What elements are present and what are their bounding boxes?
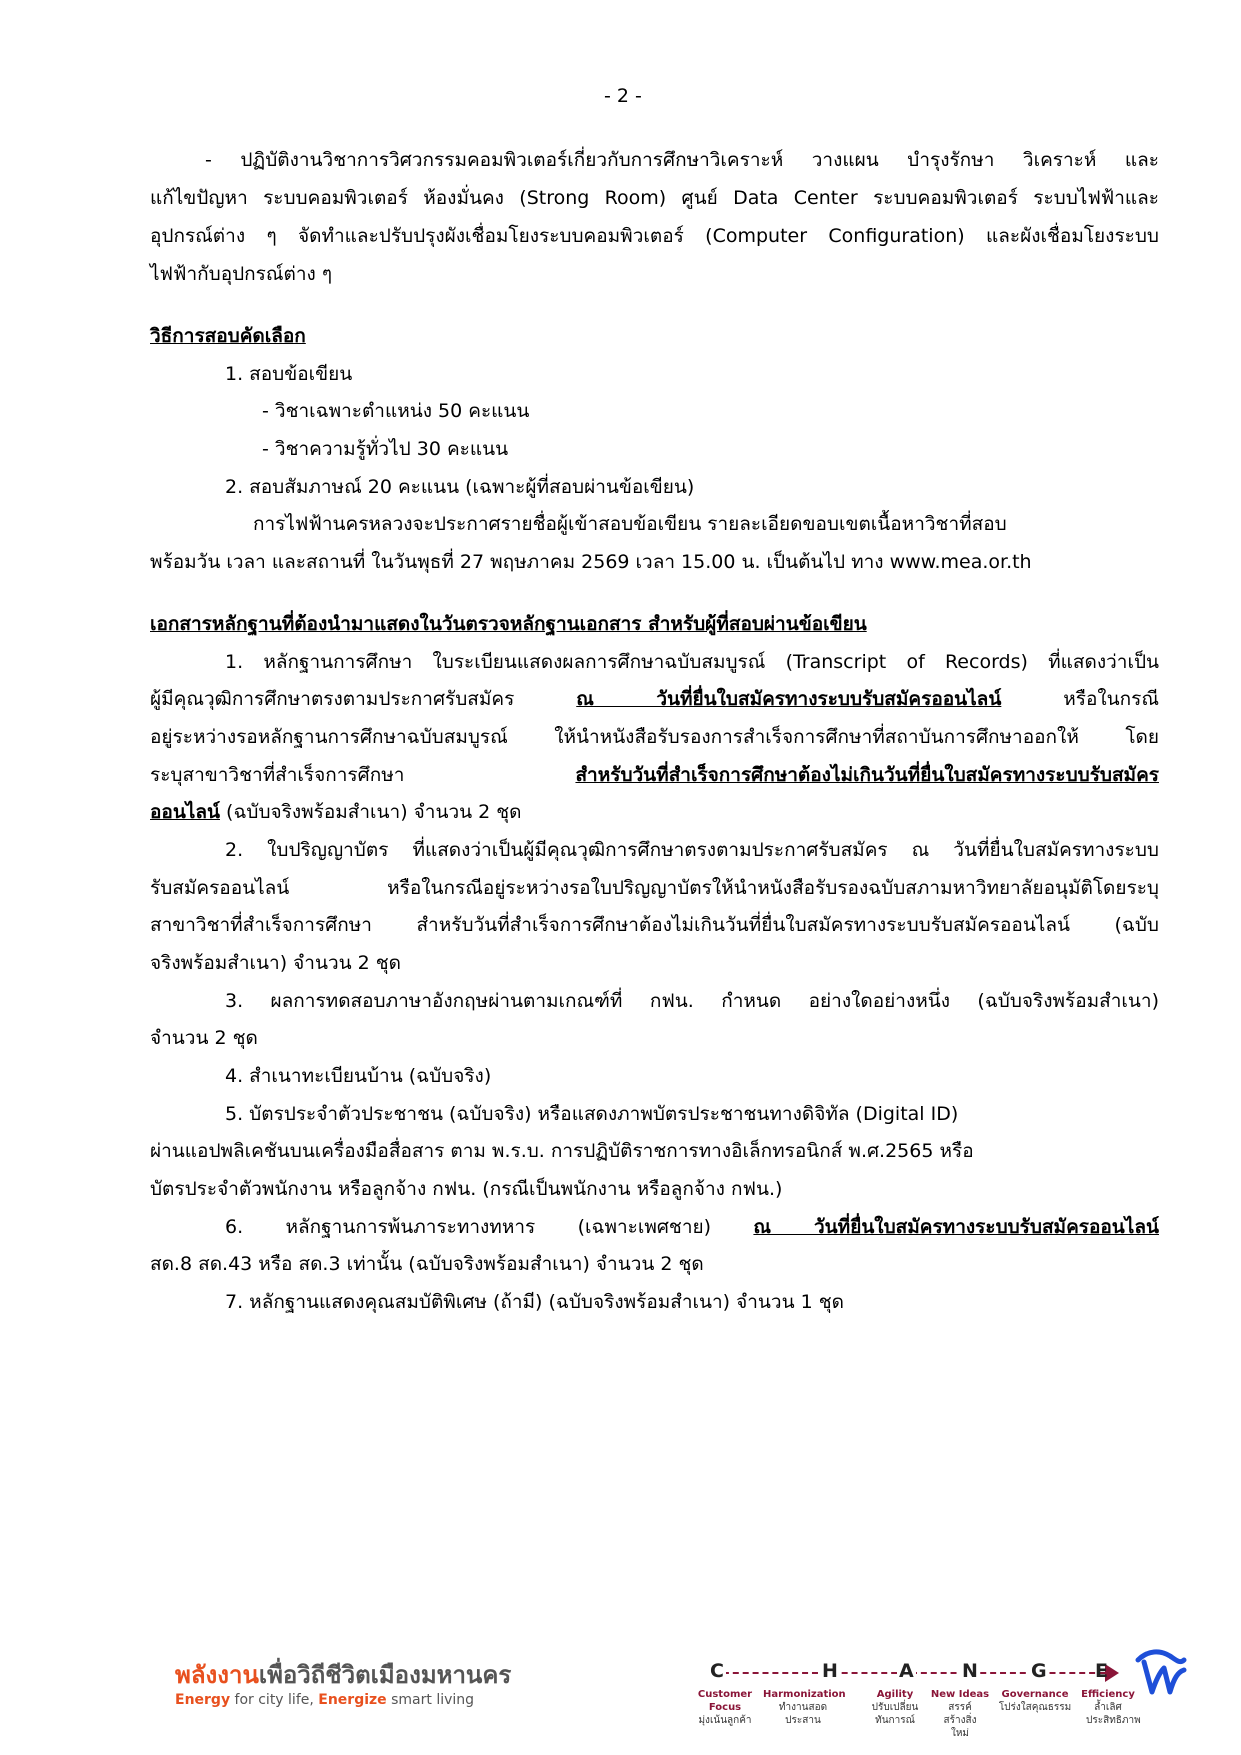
intro-line-3: อุปกรณ์ต่าง ๆ จัดทำและปรับปรุงผังเชื่อมโยงระบบคอมพิวเตอร์ (Computer Configuration) และผังเชื่อมโยงระบบ (150, 225, 1159, 247)
change-value-th: มุ่งเน้นลูกค้า (698, 1715, 752, 1726)
change-value-th: ล้ำเลิศประสิทธิภาพ (1086, 1702, 1141, 1726)
intro-line-1: - ปฏิบัติงานวิชาการวิศวกรรมคอมพิวเตอร์เกี่ยวกับการศึกษาวิเคราะห์ วางแผน บำรุงรักษา วิเคราะห์ และ (205, 149, 1159, 171)
slogan-en-text: for city life, (230, 1692, 319, 1708)
change-value-en: Agility (876, 1689, 914, 1700)
change-value-en: Customer Focus (697, 1689, 753, 1713)
change-letter-e: E (1095, 1660, 1108, 1682)
doc1-emphasis: สำหรับวันที่สำเร็จการศึกษาต้องไม่เกินวันที่ยื่นใบสมัครทางระบบรับสมัคร (575, 764, 1159, 786)
change-value-governance (995, 1688, 1075, 1714)
doc2-line-4: จริงพร้อมสำเนา) จำนวน 2 ชุด (150, 952, 401, 974)
selection-announce-2: พร้อมวัน เวลา และสถานที่ ในวันพุธที่ 27 พฤษภาคม 2569 เวลา 15.00 น. เป็นต้นไป ทาง www.mea.or.th (150, 551, 1032, 573)
intro-line-4: ไฟฟ้ากับอุปกรณ์ต่าง ๆ (150, 263, 333, 285)
slogan-thai-red: พลังงาน (175, 1661, 259, 1689)
slogan-en-text: smart living (386, 1692, 475, 1708)
doc1-emphasis: ออนไลน์ (150, 801, 220, 823)
change-value-harmonization (763, 1688, 846, 1727)
change-letters (705, 1660, 1125, 1684)
slogan-thai-dark: เพื่อวิถีชีวิตเมืองมหานคร (258, 1661, 512, 1689)
doc5-line-1: 5. บัตรประจำตัวประชาชน (ฉบับจริง) หรือแสดงภาพบัตรประชาชนทางดิจิทัล (Digital ID) (225, 1103, 959, 1125)
doc2-line-1: 2. ใบปริญญาบัตร ที่แสดงว่าเป็นผู้มีคุณวุฒิการศึกษาตรงตามประกาศรับสมัคร ณ วันที่ยื่นใบสมัครทางระบบ (225, 839, 1159, 861)
doc3-line-1: 3. ผลการทดสอบภาษาอังกฤษผ่านตามเกณฑ์ที่ กฟน. กำหนด อย่างใดอย่างหนึ่ง (ฉบับจริงพร้อมสำเนา) (225, 990, 1159, 1012)
doc5-line-3: บัตรประจำตัวพนักงาน หรือลูกจ้าง กฟน. (กรณีเป็นพนักงาน หรือลูกจ้าง กฟน.) (150, 1178, 783, 1200)
doc1-emphasis: ณ วันที่ยื่นใบสมัครทางระบบรับสมัครออนไลน์ (576, 688, 1002, 710)
mea-logo-icon (1130, 1642, 1190, 1702)
change-value-customer (685, 1688, 765, 1727)
selection-sub-2: - วิชาความรู้ทั่วไป 30 คะแนน (262, 438, 509, 460)
documents-heading: เอกสารหลักฐานที่ต้องนำมาแสดงในวันตรวจหลักฐานเอกสาร สำหรับผู้ที่สอบผ่านข้อเขียน (150, 613, 867, 635)
page-number: - 2 - (604, 85, 642, 107)
doc3-line-2: จำนวน 2 ชุด (150, 1027, 258, 1049)
slogan-english (175, 1690, 511, 1710)
doc2-line-3: สาขาวิชาที่สำเร็จการศึกษา สำหรับวันที่สำเร็จการศึกษาต้องไม่เกินวันที่ยื่นใบสมัครทางระบบรับสมัครออนไลน์ (ฉบับ (150, 914, 1159, 936)
change-value-en: Efficiency (1081, 1689, 1135, 1700)
doc5-line-2: ผ่านแอปพลิเคชันบนเครื่องมือสื่อสาร ตาม พ.ร.บ. การปฏิบัติราชการทางอิเล็กทรอนิกส์ พ.ศ.2565 หรือ (150, 1140, 974, 1162)
slogan-thai (175, 1660, 511, 1690)
change-value-en: Governance (1001, 1689, 1069, 1700)
selection-item-2: 2. สอบสัมภาษณ์ 20 คะแนน (เฉพาะผู้ที่สอบผ่านข้อเขียน) (225, 476, 695, 498)
doc1-text: ระบุสาขาวิชาที่สำเร็จการศึกษา (150, 764, 576, 786)
doc1-text: (ฉบับจริงพร้อมสำเนา) จำนวน 2 ชุด (220, 801, 522, 823)
change-value-th: โปร่งใสคุณธรรม (998, 1702, 1072, 1713)
change-value-th: สรรค์สร้างสิ่งใหม่ (943, 1702, 977, 1739)
doc1-text: หรือในกรณี (1001, 688, 1159, 710)
doc6-emphasis: ณ วันที่ยื่นใบสมัครทางระบบรับสมัครออนไลน์ (753, 1216, 1159, 1238)
change-letter-c: C (710, 1660, 724, 1682)
selection-heading: วิธีการสอบคัดเลือก (150, 325, 306, 347)
change-value-new-ideas (930, 1688, 990, 1740)
change-value-th: ปรับเปลี่ยนทันการณ์ (871, 1702, 919, 1726)
change-values-graphic (697, 1660, 1145, 1740)
doc1-line-1: 1. หลักฐานการศึกษา ใบระเบียนแสดงผลการศึกษาฉบับสมบูรณ์ (Transcript of Records) ที่แสดงว่าเป็น (225, 651, 1159, 673)
doc4-line: 4. สำเนาทะเบียนบ้าน (ฉบับจริง) (225, 1065, 492, 1087)
change-letter-n: N (962, 1660, 978, 1682)
selection-announce-1: การไฟฟ้านครหลวงจะประกาศรายชื่อผู้เข้าสอบข้อเขียน รายละเอียดขอบเขตเนื้อหาวิชาที่สอบ (253, 513, 1007, 535)
change-value-agility (865, 1688, 925, 1727)
doc1-text: ผู้มีคุณวุฒิการศึกษาตรงตามประกาศรับสมัคร (150, 688, 577, 710)
selection-item-1: 1. สอบข้อเขียน (225, 363, 353, 385)
slogan-en-word: Energize (318, 1692, 387, 1708)
doc7-line: 7. หลักฐานแสดงคุณสมบัติพิเศษ (ถ้ามี) (ฉบับจริงพร้อมสำเนา) จำนวน 1 ชุด (225, 1291, 844, 1313)
doc6-line-1 (225, 1214, 1159, 1240)
doc2-line-2: รับสมัครออนไลน์ หรือในกรณีอยู่ระหว่างรอใบปริญญาบัตรให้นำหนังสือรับรองฉบับสภามหาวิทยาลัยอนุมัติโดยระบุ (150, 877, 1159, 899)
footer-slogan (175, 1660, 511, 1710)
change-letter-h: H (822, 1660, 838, 1682)
doc1-line-3: อยู่ระหว่างรอหลักฐานการศึกษาฉบับสมบูรณ์ ให้นำหนังสือรับรองการสำเร็จการศึกษาที่สถาบันการศึกษาออกให้ โดย (150, 726, 1159, 748)
selection-sub-1: - วิชาเฉพาะตำแหน่ง 50 คะแนน (262, 400, 530, 422)
doc6-text: 6. หลักฐานการพ้นภาระทางทหาร (เฉพาะเพศชาย) (225, 1216, 754, 1238)
change-letter-a: A (899, 1660, 914, 1682)
change-value-en: New Ideas (930, 1689, 990, 1700)
doc1-line-4 (150, 762, 1159, 788)
doc1-line-2 (150, 686, 1159, 712)
doc6-line-2: สด.8 สด.43 หรือ สด.3 เท่านั้น (ฉบับจริงพร้อมสำเนา) จำนวน 2 ชุด (150, 1253, 704, 1275)
change-value-th: ทำงานสอดประสาน (778, 1702, 828, 1726)
change-letter-g: G (1031, 1660, 1047, 1682)
slogan-en-word: Energy (175, 1692, 231, 1708)
change-value-en: Harmonization (763, 1689, 846, 1700)
doc1-line-5 (150, 799, 522, 825)
intro-line-2: แก้ไขปัญหา ระบบคอมพิวเตอร์ ห้องมั่นคง (Strong Room) ศูนย์ Data Center ระบบคอมพิวเตอร์ ระบบไฟฟ้าและ (150, 187, 1159, 209)
